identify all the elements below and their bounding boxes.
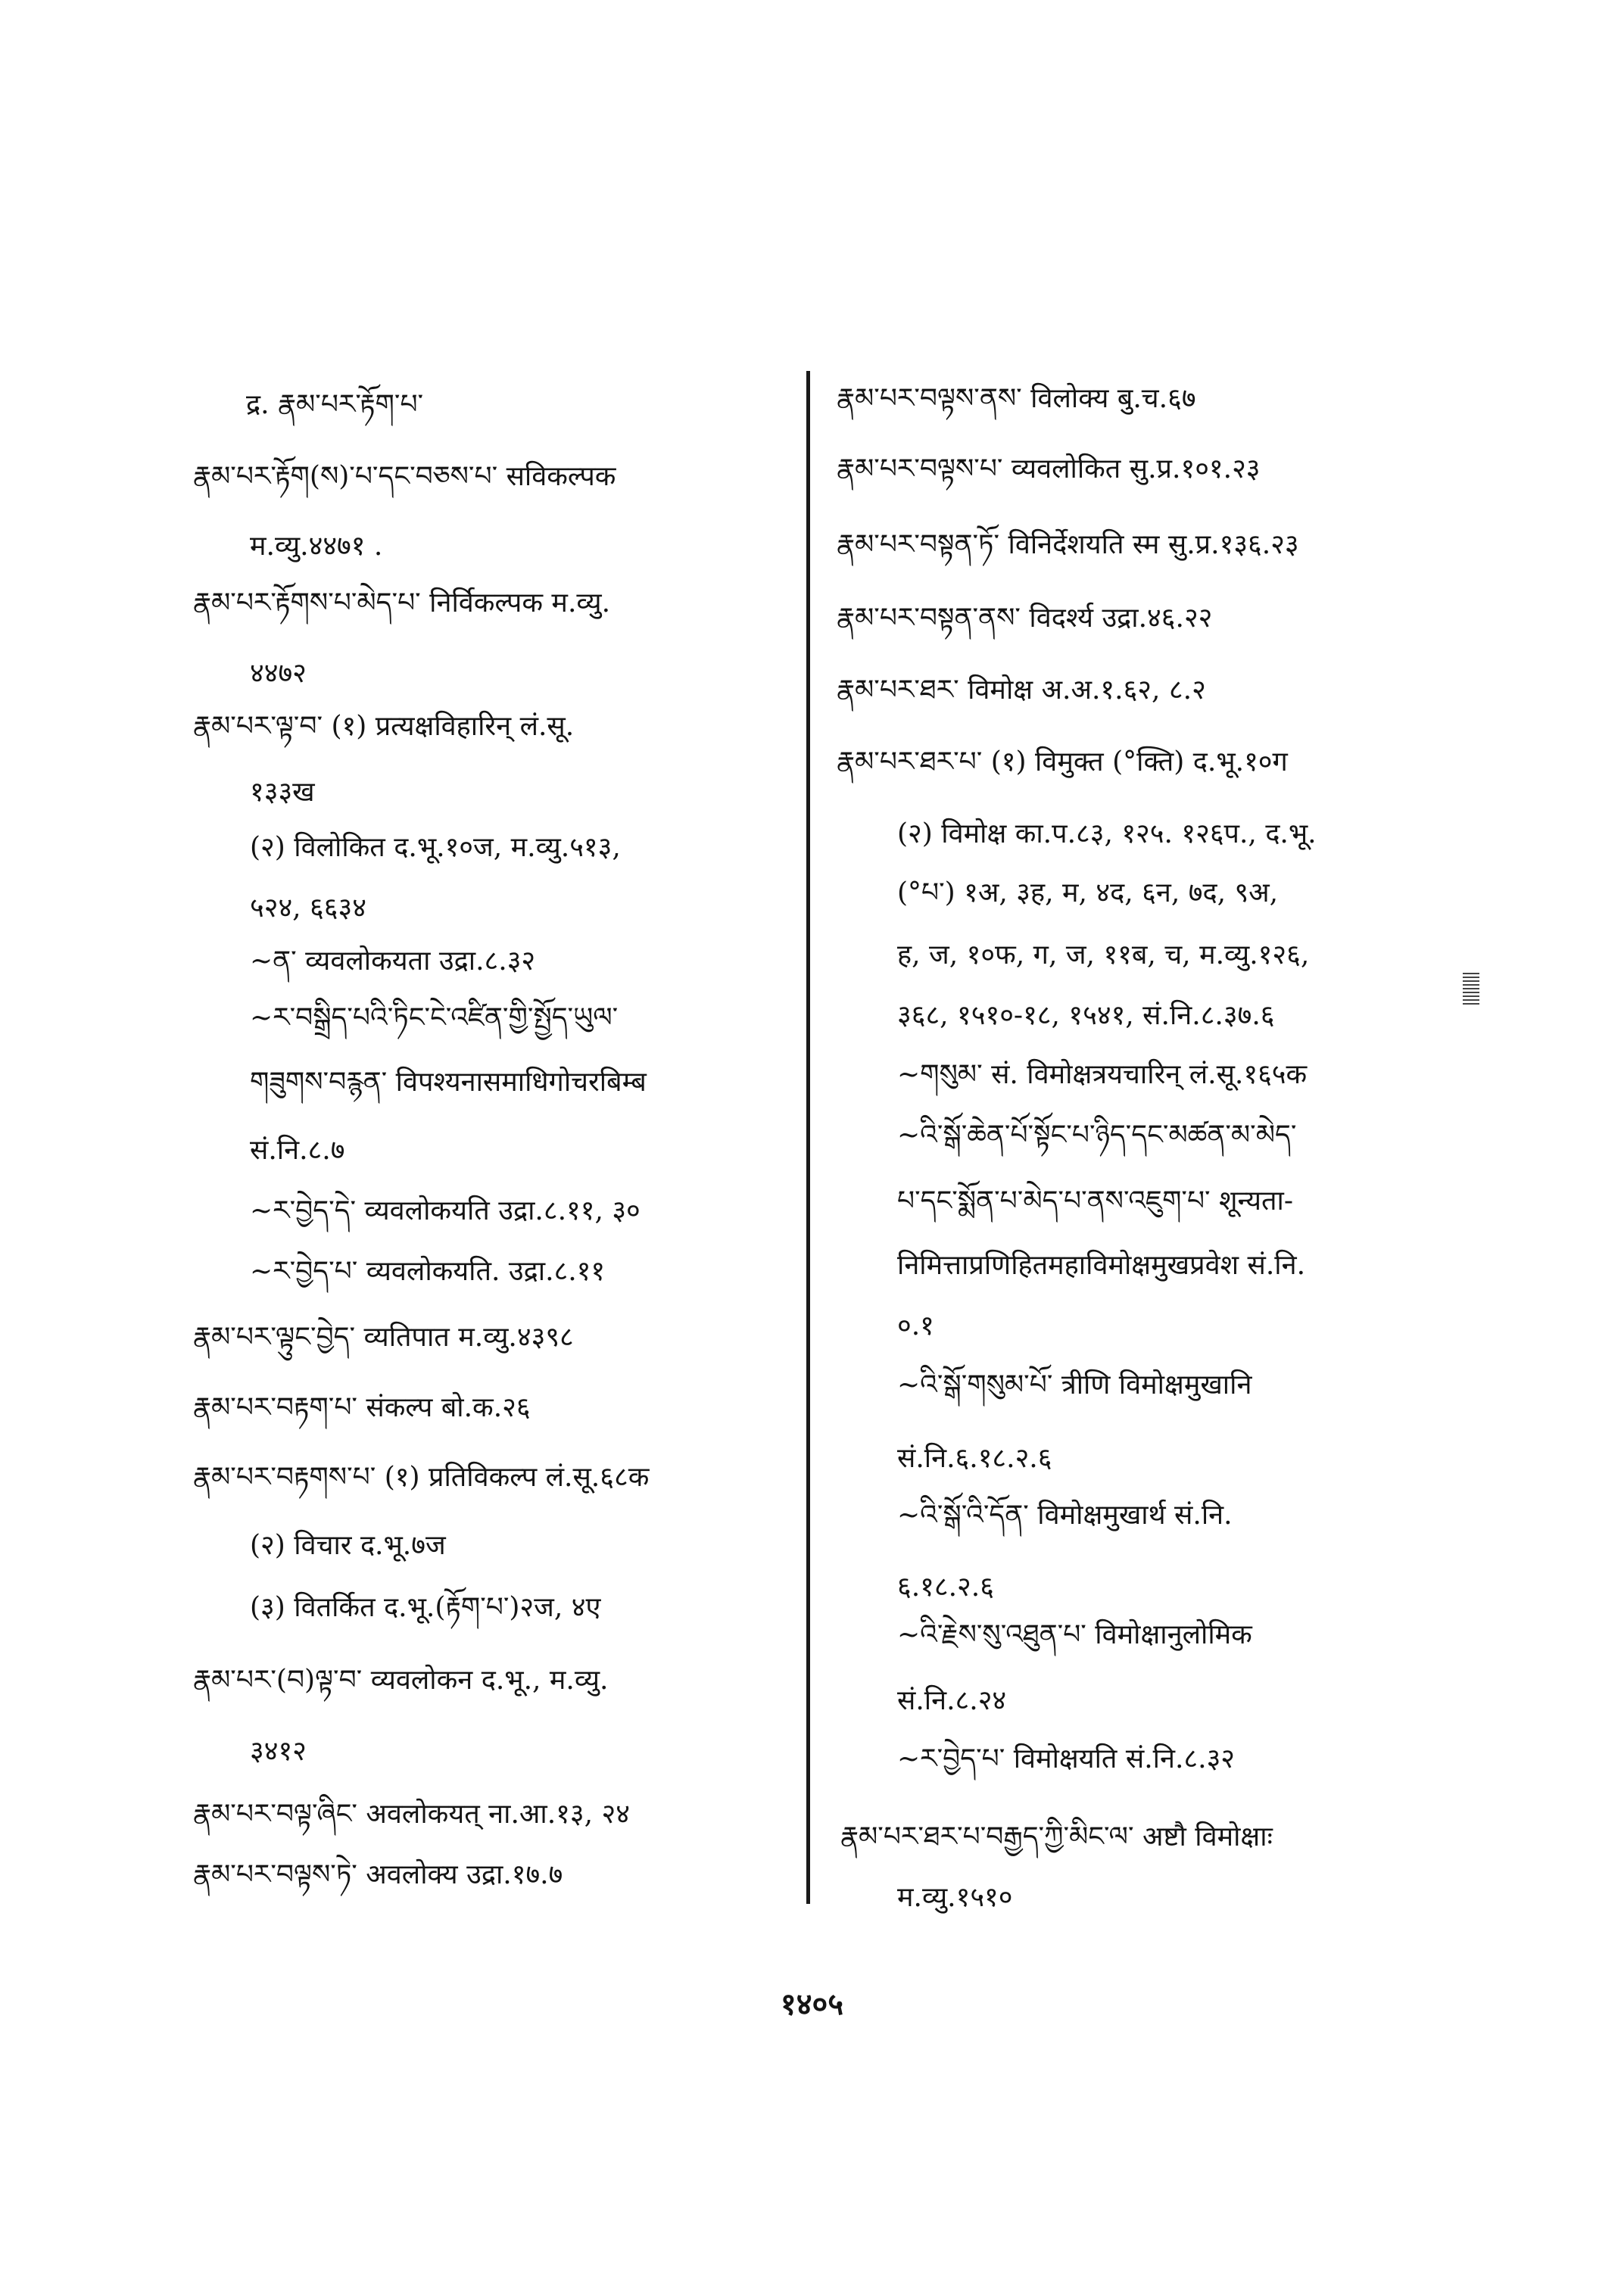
entry-line: ०.१ — [897, 1310, 934, 1341]
entry-line: ४४७२ — [250, 658, 307, 689]
entry-line: རྣམ་པར་བལྟས་པ་ व्यवलोकित सु.प्र.१०१.२३ — [837, 453, 1261, 484]
entry-line: རྣམ་པར་བལྟས་ཏེ་ अवलोक्य उद्रा.१७.७ — [193, 1859, 563, 1890]
margin-mark — [1463, 973, 1479, 1005]
entry-line: ३४१२ — [250, 1736, 307, 1767]
entry-line: ~ར་བྱེད་པ་ विमोक्षयति सं.नि.८.३२ — [897, 1743, 1236, 1774]
entry-line: རྣམ་པར་རྟོགས་པ་མེད་པ་ निर्विकल्पक म.व्यु. — [193, 587, 611, 618]
entry-line: ~འི་སྒོ་གསུམ་པོ་ त्रीणि विमोक्षमुखानि — [897, 1369, 1252, 1400]
entry-line: རྣམ་པར་བརྟག་པ་ संकल्प बो.क.२६ — [193, 1392, 531, 1423]
entry-line: རྣམ་པར་བལྟས་ནས་ विलोक्य बु.च.६७ — [837, 383, 1196, 414]
entry-line: (२) विचार द.भू.७ज — [250, 1530, 446, 1561]
entry-line: म.व्यु.४४७१ . — [250, 531, 383, 562]
entry-line: (°པ་) १अ, ३ह, म, ४द, ६न, ७द, ९अ, — [897, 877, 1279, 908]
entry-line: म.व्यु.१५१० — [897, 1882, 1013, 1913]
page-number: १४०५ — [780, 1986, 844, 2022]
entry-line: ह, ज, १०फ, ग, ज, ११ब, च, म.व्यु.१२६, — [897, 939, 1310, 970]
entry-line: རྣམ་པར་ཐར་པ་བརྒྱད་ཀྱི་མིང་ལ་ अष्टौ विमोक्षाः — [840, 1821, 1273, 1852]
entry-line: རྣམ་པར་བསྟན་ཏོ་ विनिर्देशयति स्म सु.प्र.१३६.२३ — [837, 529, 1299, 560]
entry-line: (२) विलोकित द.भू.१०ज, म.व्यु.५१३, — [250, 832, 621, 863]
entry-line: གཟུགས་བརྙན་ विपश्यनासमाधिगोचरबिम्ब — [250, 1067, 647, 1098]
entry-line: ~ར་བསྒྲིད་པའི་ཏིང་ངེ་འཛིན་གྱི་སྤྱོད་ཡུལ་ — [250, 1002, 619, 1033]
entry-line: རྣམ་པར་བརྟགས་པ་ (१) प्रतिविकल्प लं.सू.६८क — [193, 1462, 650, 1493]
entry-line: सं.नि.८.२४ — [897, 1685, 1007, 1716]
entry-line: རྣམ་པར་ལྟ་བ་ (१) प्रत्यक्षविहारिन् लं.सू. — [193, 711, 575, 742]
entry-line: ~འི་རྗེས་སུ་འཐུན་པ་ विमोक्षानुलोमिक — [897, 1619, 1252, 1650]
entry-line: निमित्ताप्रणिहितमहाविमोक्षमुखप्रवेश सं.नि. — [897, 1250, 1306, 1281]
entry-line: ~འི་སྒོ་ཆེན་པོ་སྟོང་པ་ཉིད་དང་མཚན་མ་མེད་ — [897, 1120, 1297, 1151]
entry-line: १३३ख — [250, 777, 315, 808]
entry-line: ~འི་སྒོ་འི་དོན་ विमोक्षमुखार्थ सं.नि. — [897, 1500, 1233, 1531]
entry-line: ~ར་བྱེད་པ་ व्यवलोकयति. उद्रा.८.११ — [250, 1256, 606, 1287]
entry-line: ६.१८.२.६ — [897, 1572, 994, 1603]
entry-line: (३) वितर्कित द.भू.(རྟོག་པ་)२ज, ४ए — [250, 1592, 601, 1623]
entry-line: ~ན་ व्यवलोकयता उद्रा.८.३२ — [250, 946, 536, 977]
entry-line: ३६८, १५१०-१८, १५४१, सं.नि.८.३७.६ — [897, 1000, 1275, 1031]
entry-line: सं.नि.६.१८.२.६ — [897, 1443, 1052, 1474]
entry-line: सं.नि.८.७ — [250, 1135, 345, 1166]
entry-line: (२) विमोक्ष का.प.८३, १२५. १२६प., द.भू. — [897, 818, 1317, 849]
entry-line: ५२४, ६६३४ — [250, 893, 366, 924]
entry-line: རྣམ་པར་ལྟུང་བྱེད་ व्यतिपात म.व्यु.४३९८ — [193, 1322, 574, 1353]
entry-line: རྣམ་པར་ཐར་པ་ (१) विमुक्त (°क्ति) द.भू.१०ग — [837, 746, 1288, 777]
entry-line: རྣམ་པར་(བ)ལྟ་བ་ व्यवलोकन द.भू., म.व्यु. — [193, 1665, 609, 1696]
entry-line: རྣམ་པར་ཐར་ विमोक्ष अ.अ.१.६२, ८.२ — [837, 675, 1206, 706]
entry-line: རྣམ་པར་བསྟན་ནས་ विदर्श्य उद्रा.४६.२२ — [837, 603, 1213, 634]
entry-line: द्र. རྣམ་པར་རྟོག་པ་ — [246, 389, 424, 420]
column-divider — [806, 371, 810, 1904]
entry-line: པ་དང་སྨོན་པ་མེད་པ་ནས་འཇུག་པ་ शून्यता- — [897, 1185, 1294, 1217]
entry-line: ~གསུམ་ सं. विमोक्षत्रयचारिन् लं.सू.१६५क — [897, 1059, 1308, 1090]
entry-line: ~ར་བྱེད་དེ་ व्यवलोकयति उद्रा.८.११, ३० — [250, 1195, 641, 1226]
entry-line: རྣམ་པར་རྟོག(ས)་པ་དང་བཅས་པ་ सविकल्पक — [193, 461, 616, 492]
entry-line: རྣམ་པར་བལྟ་ཞིང་ अवलोकयत् ना.आ.१३, २४ — [193, 1799, 630, 1830]
